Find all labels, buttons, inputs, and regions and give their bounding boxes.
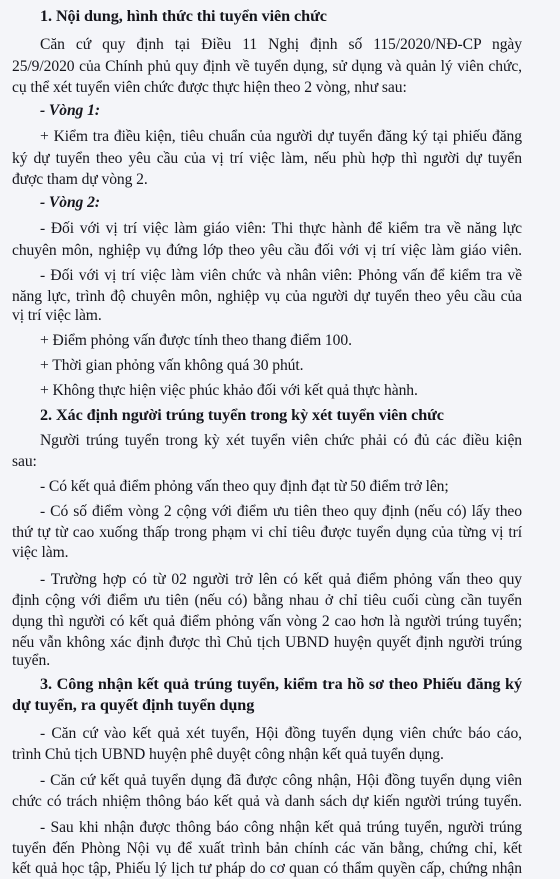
section-3-line: - Sau khi nhận được thông báo công nhận kết quả trúng tuyển, người trúng xyxy=(40,819,522,836)
section-2-line: - Trường hợp có từ 02 người trở lên có kết quả điểm phỏng vấn theo quy xyxy=(40,571,522,588)
section-3-heading: dự tuyển, ra quyết định tuyển dụng xyxy=(12,696,255,714)
section-3-line: kết quả học tập, Phiếu lý lịch tư pháp do cơ quan có thẩm quyền cấp, chứng nhận xyxy=(12,860,522,877)
section-1-line: + Kiểm tra điều kiện, tiêu chuẩn của người dự tuyển đăng ký tại phiếu đăng xyxy=(40,128,522,145)
section-2-line: - Có kết quả điểm phỏng vấn theo quy định đạt từ 50 điểm trở lên; xyxy=(40,478,449,495)
section-1-line: + Điểm phỏng vấn được tính theo thang điểm 100. xyxy=(40,332,352,349)
section-1-line: cụ thể xét tuyển viên chức được thực hiện theo 2 vòng, như sau: xyxy=(12,79,407,96)
section-2-line: dụng thì người có kết quả điểm phỏng vấn vòng 2 cao hơn là người trúng tuyển; xyxy=(12,613,522,630)
section-2-line: thứ tự từ cao xuống thấp trong phạm vi chỉ tiêu được tuyển dụng của từng vị trí xyxy=(12,524,522,541)
round-2-label: - Vòng 2: xyxy=(40,194,100,211)
section-3-line: - Căn cứ vào kết quả xét tuyển, Hội đồng tuyển dụng viên chức báo cáo, xyxy=(40,725,522,742)
section-3-line: trình Chủ tịch UBND huyện phê duyệt công nhận kết quả tuyển dụng. xyxy=(12,746,444,763)
section-2-line: việc làm. xyxy=(12,544,69,561)
section-2-line: sau: xyxy=(12,453,37,470)
section-1-line: năng lực, trình độ chuyên môn, nghiệp vụ của người dự tuyển theo yêu cầu của xyxy=(12,288,522,305)
section-3-line: tuyển đến Phòng Nội vụ để xuất trình bản chính các văn bằng, chứng chỉ, kết xyxy=(12,840,522,857)
section-2-line: nếu vẫn không xác định được thì Chủ tịch UBND huyện quyết định người trúng xyxy=(12,634,522,651)
section-2-line: Người trúng tuyển trong kỳ xét tuyển viên chức phải có đủ các điều kiện xyxy=(40,432,522,449)
section-1-line: vị trí việc làm. xyxy=(12,307,102,324)
section-3-line: chức có trách nhiệm thông báo kết quả và danh sách dự kiến người trúng tuyển. xyxy=(12,793,522,810)
section-1-line: chuyên môn, nghiệp vụ đứng lớp theo yêu cầu đối với vị trí việc làm giáo viên. xyxy=(12,242,522,259)
section-2-line: định cộng với điểm ưu tiên (nếu có) bằng nhau ở chỉ tiêu cuối cùng cần tuyển xyxy=(12,592,522,609)
section-2-line: - Có số điểm vòng 2 cộng với điểm ưu tiên theo quy định (nếu có) lấy theo xyxy=(40,503,522,520)
section-1-line: ký dự tuyển theo yêu cầu của vị trí việc làm, nếu phù hợp thì người dự tuyển xyxy=(12,150,522,167)
section-1-line: + Thời gian phỏng vấn không quá 30 phút. xyxy=(40,357,304,374)
section-1-heading: 1. Nội dung, hình thức thi tuyển viên chức xyxy=(40,7,327,25)
round-1-label: - Vòng 1: xyxy=(40,102,100,119)
section-1-line: 25/9/2020 của Chính phủ quy định về tuyển dụng, sử dụng và quản lý viên chức, xyxy=(12,58,522,75)
section-2-line: tuyển. xyxy=(12,652,51,669)
section-3-heading: 3. Công nhận kết quả trúng tuyển, kiểm tra hồ sơ theo Phiếu đăng ký xyxy=(40,675,522,693)
section-1-line: được tham dự vòng 2. xyxy=(12,171,148,188)
section-1-line: - Đối với vị trí việc làm giáo viên: Thi thực hành để kiểm tra về năng lực xyxy=(40,220,522,237)
section-3-line: - Căn cứ kết quả tuyển dụng đã được công nhận, Hội đồng tuyển dụng viên xyxy=(40,772,522,789)
section-1-line: + Không thực hiện việc phúc khảo đối với kết quả thực hành. xyxy=(40,382,418,399)
section-2-heading: 2. Xác định người trúng tuyển trong kỳ xét tuyển viên chức xyxy=(40,406,444,424)
section-1-line: Căn cứ quy định tại Điều 11 Nghị định số 115/2020/NĐ-CP ngày xyxy=(40,36,522,53)
section-1-line: - Đối với vị trí việc làm viên chức và nhân viên: Phỏng vấn để kiểm tra về xyxy=(40,267,522,284)
